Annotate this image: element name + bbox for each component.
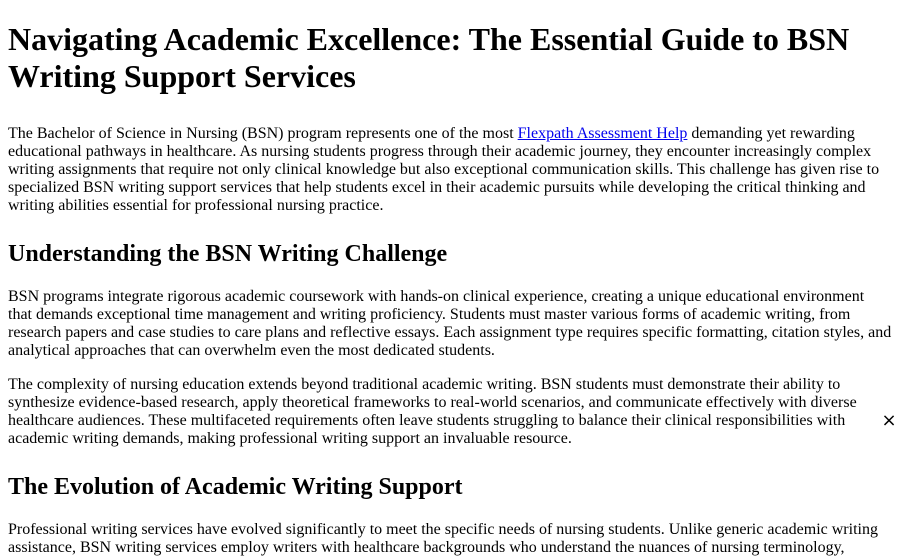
flexpath-assessment-help-link[interactable]: Flexpath Assessment Help <box>517 125 688 142</box>
close-icon[interactable]: × <box>881 410 897 431</box>
section2-paragraph-1: Professional writing services have evolved significantly to meet the specific needs of nursing students. Unlike generic academic writing assistance, BSN writing services employ writers with healthcare backgrounds who understand the nuances of nursing terminology, <box>8 521 878 556</box>
intro-paragraph <box>8 125 892 215</box>
intro-text-after-link: demanding yet rewarding educational pathways in healthcare. As nursing students progress through their academic journey, they encounter increasingly complex writing assignments that require not only clinical knowledge but also exceptional communication skills. This challenge has given rise to specialized BSN writing support services that help students excel in their academic pursuits while developing the critical thinking and writing abilities essential for professional nursing practice. <box>8 125 880 214</box>
article <box>0 21 900 557</box>
intro-text-before-link: The Bachelor of Science in Nursing (BSN) program represents one of the most <box>8 125 518 142</box>
section-heading-evolution: The Evolution of Academic Writing Support <box>8 474 463 500</box>
section1-paragraph-1: BSN programs integrate rigorous academic coursework with hands-on clinical experience, creating a unique educational environment that demands exceptional time management and writing proficiency. Students must master various forms of academic writing, from research papers and case studies to care plans and reflective essays. Each assignment type requires specific formatting, citation styles, and analytical approaches that can overwhelm even the most dedicated students. <box>8 288 892 359</box>
section1-paragraph-2: The complexity of nursing education extends beyond traditional academic writing. BSN students must demonstrate their ability to synthesize evidence-based research, apply theoretical frameworks to real-world scenarios, and communicate effectively with diverse healthcare audiences. These multifaceted requirements often leave students struggling to balance their clinical responsibilities with academic writing demands, making professional writing support an invaluable resource. <box>8 376 857 447</box>
section-heading-writing-challenge: Understanding the BSN Writing Challenge <box>8 241 448 267</box>
page-title: Navigating Academic Excellence: The Essential Guide to BSN Writing Support Services <box>8 21 850 94</box>
